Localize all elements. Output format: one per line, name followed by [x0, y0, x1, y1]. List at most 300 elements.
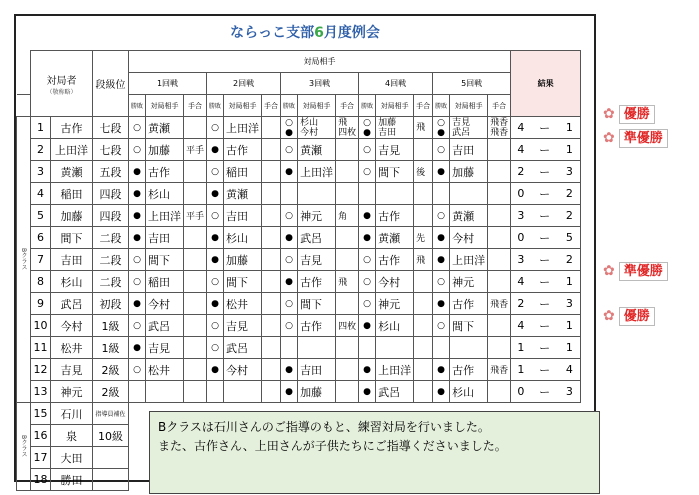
game-opponent: 加藤	[224, 249, 262, 271]
game-opponent: 黄瀬	[376, 227, 414, 249]
game-opponent: 今村	[224, 359, 262, 381]
wins: 0	[511, 183, 531, 205]
game-handicap	[488, 381, 511, 403]
losses: 3	[559, 293, 581, 315]
game-opponent: 上田洋	[224, 117, 262, 139]
game-result	[207, 381, 224, 403]
row-number: 6	[31, 227, 51, 249]
game-result: ○	[207, 117, 224, 139]
game-handicap	[262, 117, 281, 139]
table-row	[17, 293, 581, 315]
game-result: ●	[433, 249, 450, 271]
wins: 0	[511, 381, 531, 403]
game-opponent: 松井	[146, 359, 184, 381]
award-row-10: ✿ 優勝	[603, 305, 655, 324]
opp-header: 対局相手	[146, 95, 184, 117]
game-result: ●	[129, 227, 146, 249]
game-handicap	[262, 359, 281, 381]
player-rank: 四段	[93, 183, 129, 205]
row-number: 5	[31, 205, 51, 227]
game-result: ●	[129, 337, 146, 359]
game-result: ●	[207, 139, 224, 161]
results-sheet	[14, 14, 596, 487]
result-dash: ー	[531, 183, 559, 205]
game-result: ○	[207, 337, 224, 359]
game-result: ○	[129, 139, 146, 161]
game-opponent: 古作	[376, 205, 414, 227]
game-handicap: 飛	[414, 117, 433, 139]
game-result: ●	[433, 293, 450, 315]
player-name: 今村	[51, 315, 93, 337]
game-handicap	[414, 271, 433, 293]
row-number: 15	[31, 403, 51, 425]
game-opponent: 黄瀬	[224, 183, 262, 205]
game-handicap	[414, 293, 433, 315]
handi-header: 手合	[336, 95, 359, 117]
game-handicap	[414, 337, 433, 359]
game-handicap	[184, 359, 207, 381]
game-handicap: 平手	[184, 139, 207, 161]
game-opponent: 吉見	[298, 249, 336, 271]
game-opponent: 間下	[146, 249, 184, 271]
player-name: 稲田	[51, 183, 93, 205]
wins: 3	[511, 205, 531, 227]
game-handicap: 角	[336, 205, 359, 227]
row-number: 17	[31, 447, 51, 469]
game-handicap	[184, 337, 207, 359]
table-row	[17, 183, 581, 205]
game-opponent: 古作	[376, 249, 414, 271]
game-result	[359, 337, 376, 359]
game-handicap	[262, 293, 281, 315]
losses: 3	[559, 161, 581, 183]
game-opponent	[450, 183, 488, 205]
game-opponent: 武呂	[298, 227, 336, 249]
class-label: Bクラス	[17, 403, 31, 491]
losses: 1	[559, 271, 581, 293]
game-opponent: 神元	[298, 205, 336, 227]
game-opponent: 吉田	[146, 227, 184, 249]
game-opponent	[450, 337, 488, 359]
opp-header: 対局相手	[224, 95, 262, 117]
player-rank: 指導員補佐	[93, 403, 129, 425]
table-row	[17, 117, 581, 139]
game-handicap	[336, 381, 359, 403]
game-opponent: 間下	[450, 315, 488, 337]
table-row	[17, 139, 581, 161]
game-handicap	[262, 337, 281, 359]
row-number: 13	[31, 381, 51, 403]
award-row-2: ✿ 準優勝	[603, 127, 668, 146]
win-header: 勝敗	[281, 95, 298, 117]
row-number: 4	[31, 183, 51, 205]
game-handicap	[488, 161, 511, 183]
player-name: 大田	[51, 447, 93, 469]
handi-header: 手合	[414, 95, 433, 117]
game-opponent: 古作	[224, 139, 262, 161]
player-header: 対局者 （敬称略）	[31, 51, 93, 117]
game-result	[129, 381, 146, 403]
award-row-1: ✿ 優勝	[603, 103, 655, 122]
table-row	[17, 161, 581, 183]
game-handicap	[184, 227, 207, 249]
table-row	[17, 271, 581, 293]
opponent-header: 対局相手	[129, 51, 511, 73]
player-rank: 七段	[93, 117, 129, 139]
game-result: ○ ●	[433, 117, 450, 139]
opp-header: 対局相手	[298, 95, 336, 117]
game-result	[281, 183, 298, 205]
game-opponent: 古作	[450, 359, 488, 381]
row-number: 2	[31, 139, 51, 161]
game-result: ○	[281, 293, 298, 315]
player-rank	[93, 469, 129, 491]
game-handicap	[336, 139, 359, 161]
game-opponent: 間下	[376, 161, 414, 183]
win-header: 勝敗	[129, 95, 146, 117]
game-handicap	[336, 359, 359, 381]
game-handicap	[184, 161, 207, 183]
rank-header: 段級位	[93, 51, 129, 117]
player-name: 杉山	[51, 271, 93, 293]
game-handicap: 四枚	[336, 315, 359, 337]
game-handicap	[488, 227, 511, 249]
result-dash: ー	[531, 293, 559, 315]
wins: 2	[511, 161, 531, 183]
game-opponent: 上田洋	[376, 359, 414, 381]
losses: 2	[559, 183, 581, 205]
handi-header: 手合	[262, 95, 281, 117]
player-rank: 初段	[93, 293, 129, 315]
game-handicap	[184, 381, 207, 403]
game-opponent: 古作	[450, 293, 488, 315]
game-handicap	[184, 271, 207, 293]
row-number: 7	[31, 249, 51, 271]
game-result: ●	[129, 161, 146, 183]
player-rank: 二段	[93, 249, 129, 271]
game-opponent: 武呂	[376, 381, 414, 403]
row-number: 10	[31, 315, 51, 337]
game-opponent: 古作	[298, 271, 336, 293]
game-result: ○	[281, 139, 298, 161]
game-handicap	[184, 315, 207, 337]
game-result: ●	[281, 359, 298, 381]
game-opponent: 上田洋	[450, 249, 488, 271]
game-opponent: 黄瀬	[298, 139, 336, 161]
game-opponent	[298, 183, 336, 205]
losses: 1	[559, 139, 581, 161]
game-opponent: 松井	[224, 293, 262, 315]
game-handicap	[336, 161, 359, 183]
player-rank: 1級	[93, 315, 129, 337]
result-dash: ー	[531, 337, 559, 359]
game-result	[433, 337, 450, 359]
result-dash: ー	[531, 359, 559, 381]
player-name: 間下	[51, 227, 93, 249]
game-result: ●	[281, 161, 298, 183]
game-result	[433, 183, 450, 205]
game-handicap	[488, 249, 511, 271]
game-handicap	[414, 183, 433, 205]
game-result: ●	[207, 227, 224, 249]
game-opponent: 加藤	[450, 161, 488, 183]
row-number: 12	[31, 359, 51, 381]
game-handicap	[414, 205, 433, 227]
game-opponent: 今村	[376, 271, 414, 293]
game-handicap	[488, 139, 511, 161]
game-opponent: 武呂	[146, 315, 184, 337]
game-result: ●	[359, 315, 376, 337]
game-opponent: 吉見	[146, 337, 184, 359]
note-box: Bクラスは石川さんのご指導のもと、練習対局を行いました。 また、古作さん、上田さんが子供たちにご指導くださいました。	[149, 411, 600, 494]
row-number: 8	[31, 271, 51, 293]
game-result: ●	[359, 227, 376, 249]
player-name: 黄瀬	[51, 161, 93, 183]
game-result: ○	[207, 271, 224, 293]
game-opponent: 間下	[298, 293, 336, 315]
losses: 5	[559, 227, 581, 249]
game-opponent: 杉山	[146, 183, 184, 205]
game-handicap	[262, 381, 281, 403]
game-result: ○	[359, 161, 376, 183]
game-result: ●	[281, 227, 298, 249]
game-handicap	[336, 249, 359, 271]
game-opponent	[224, 381, 262, 403]
game-opponent: 吉田	[450, 139, 488, 161]
wins: 0	[511, 227, 531, 249]
game-opponent: 上田洋	[298, 161, 336, 183]
game-handicap	[262, 227, 281, 249]
game-result: ○	[433, 205, 450, 227]
game-opponent: 古作	[146, 161, 184, 183]
game-handicap	[336, 227, 359, 249]
losses: 3	[559, 381, 581, 403]
game-opponent: 吉田	[224, 205, 262, 227]
game-opponent: 吉見	[224, 315, 262, 337]
game-opponent: 間下	[224, 271, 262, 293]
wins: 4	[511, 139, 531, 161]
result-dash: ー	[531, 205, 559, 227]
player-rank: 二段	[93, 271, 129, 293]
game-opponent: 黄瀬	[146, 117, 184, 139]
result-dash: ー	[531, 315, 559, 337]
game-handicap: 後	[414, 161, 433, 183]
game-handicap	[336, 337, 359, 359]
flower-icon: ✿	[603, 263, 615, 279]
player-rank: 2級	[93, 381, 129, 403]
player-name: 吉田	[51, 249, 93, 271]
game-result: ●	[359, 381, 376, 403]
game-opponent: 稲田	[224, 161, 262, 183]
game-result: ○	[129, 315, 146, 337]
game-result: ○	[129, 271, 146, 293]
game-opponent: 神元	[376, 293, 414, 315]
game-result: ○	[281, 249, 298, 271]
game-handicap	[262, 161, 281, 183]
game-result: ●	[433, 227, 450, 249]
handi-header: 手合	[488, 95, 511, 117]
game-handicap	[262, 139, 281, 161]
row-number: 18	[31, 469, 51, 491]
game-result: ○	[359, 139, 376, 161]
game-opponent: 神元	[450, 271, 488, 293]
player-name: 古作	[51, 117, 93, 139]
player-rank: 五段	[93, 161, 129, 183]
game-opponent: 杉山 今村	[298, 117, 336, 139]
game-result: ○	[433, 315, 450, 337]
player-name: 吉見	[51, 359, 93, 381]
game-handicap	[336, 183, 359, 205]
game-result: ●	[359, 359, 376, 381]
game-opponent: 上田洋	[146, 205, 184, 227]
game-handicap	[488, 271, 511, 293]
game-handicap	[488, 315, 511, 337]
game-handicap	[414, 359, 433, 381]
row-number: 9	[31, 293, 51, 315]
game-opponent: 加藤	[298, 381, 336, 403]
table-row	[17, 359, 581, 381]
result-dash: ー	[531, 271, 559, 293]
game-opponent: 黄瀬	[450, 205, 488, 227]
game-result: ○	[433, 139, 450, 161]
game-result: ●	[207, 293, 224, 315]
result-dash: ー	[531, 381, 559, 403]
result-dash: ー	[531, 139, 559, 161]
player-name: 加藤	[51, 205, 93, 227]
game-result: ○	[207, 205, 224, 227]
game-result: ●	[281, 271, 298, 293]
round-header: 1回戦	[129, 73, 207, 95]
game-result: ○	[129, 249, 146, 271]
game-handicap	[262, 205, 281, 227]
game-opponent: 加藤	[146, 139, 184, 161]
wins: 4	[511, 271, 531, 293]
game-handicap	[184, 117, 207, 139]
game-handicap: 飛香	[488, 293, 511, 315]
game-result: ○	[359, 293, 376, 315]
handi-header: 手合	[184, 95, 207, 117]
game-result: ○	[129, 359, 146, 381]
game-handicap	[414, 139, 433, 161]
game-result: ●	[207, 249, 224, 271]
game-handicap: 先	[414, 227, 433, 249]
table-row	[17, 381, 581, 403]
game-handicap: 飛 四枚	[336, 117, 359, 139]
player-name: 松井	[51, 337, 93, 359]
game-opponent: 吉見	[376, 139, 414, 161]
game-opponent: 吉田	[298, 359, 336, 381]
losses: 2	[559, 249, 581, 271]
game-result: ○ ●	[281, 117, 298, 139]
game-handicap	[262, 249, 281, 271]
game-opponent	[146, 381, 184, 403]
wins: 1	[511, 337, 531, 359]
table-row	[17, 249, 581, 271]
wins: 1	[511, 359, 531, 381]
game-result: ●	[129, 183, 146, 205]
game-result: ●	[207, 183, 224, 205]
game-opponent: 杉山	[224, 227, 262, 249]
wins: 3	[511, 249, 531, 271]
game-opponent: 稲田	[146, 271, 184, 293]
win-header: 勝敗	[207, 95, 224, 117]
result-dash: ー	[531, 249, 559, 271]
losses: 2	[559, 205, 581, 227]
award-row-8: ✿ 準優勝	[603, 260, 668, 279]
game-result: ●	[433, 359, 450, 381]
game-handicap	[262, 271, 281, 293]
opp-header: 対局相手	[450, 95, 488, 117]
player-name: 神元	[51, 381, 93, 403]
win-header: 勝敗	[359, 95, 376, 117]
game-opponent	[376, 337, 414, 359]
game-result: ●	[129, 293, 146, 315]
table-row	[17, 337, 581, 359]
round-header: 4回戦	[359, 73, 433, 95]
game-handicap	[336, 293, 359, 315]
game-handicap: 飛	[336, 271, 359, 293]
game-result: ○	[281, 205, 298, 227]
row-number: 11	[31, 337, 51, 359]
game-handicap	[488, 183, 511, 205]
losses: 1	[559, 315, 581, 337]
losses: 1	[559, 117, 581, 139]
game-opponent: 武呂	[224, 337, 262, 359]
game-result: ●	[359, 205, 376, 227]
row-number: 16	[31, 425, 51, 447]
game-opponent: 加藤 吉田	[376, 117, 414, 139]
game-opponent: 今村	[146, 293, 184, 315]
game-result	[359, 183, 376, 205]
game-result: ○	[129, 117, 146, 139]
game-handicap	[262, 183, 281, 205]
game-result: ●	[433, 161, 450, 183]
table-row	[17, 315, 581, 337]
player-name: 上田洋	[51, 139, 93, 161]
game-result: ●	[207, 359, 224, 381]
game-result: ○	[359, 249, 376, 271]
game-result: ○ ●	[359, 117, 376, 139]
game-opponent: 杉山	[376, 315, 414, 337]
losses: 4	[559, 359, 581, 381]
row-number: 3	[31, 161, 51, 183]
page-title: ならっこ支部6月度例会	[230, 25, 380, 41]
player-name: 武呂	[51, 293, 93, 315]
player-name: 泉	[51, 425, 93, 447]
game-handicap	[414, 315, 433, 337]
game-result: ●	[129, 205, 146, 227]
game-handicap	[184, 293, 207, 315]
game-result: ●	[433, 381, 450, 403]
flower-icon: ✿	[603, 130, 615, 146]
table-row	[17, 227, 581, 249]
flower-icon: ✿	[603, 308, 615, 324]
game-handicap: 飛香	[488, 359, 511, 381]
game-result	[281, 337, 298, 359]
game-handicap: 飛香 飛香	[488, 117, 511, 139]
player-rank	[93, 447, 129, 469]
game-handicap	[262, 315, 281, 337]
game-handicap: 平手	[184, 205, 207, 227]
player-name: 勝田	[51, 469, 93, 491]
game-handicap	[488, 337, 511, 359]
game-opponent	[298, 337, 336, 359]
flower-icon: ✿	[603, 106, 615, 122]
game-opponent: 杉山	[450, 381, 488, 403]
table-row	[17, 205, 581, 227]
player-rank: 二段	[93, 227, 129, 249]
game-result: ○	[207, 315, 224, 337]
